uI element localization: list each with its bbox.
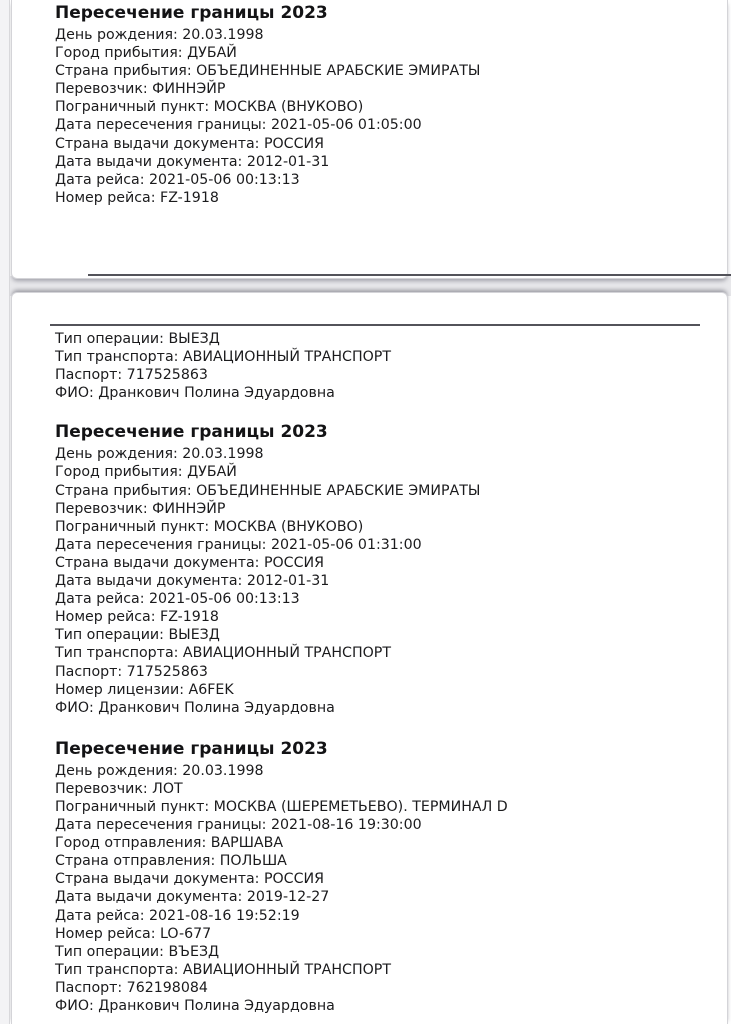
field-line: ФИО: Дранкович Полина Эдуардовна	[55, 385, 335, 402]
record-3-fields	[55, 762, 699, 1015]
field-line: Тип транспорта: АВИАЦИОННЫЙ ТРАНСПОРТ	[55, 961, 392, 978]
border-crossing-record-3	[55, 739, 699, 1015]
record-separator-rule-page1	[88, 274, 731, 276]
field-line: Страна отправления: ПОЛЬША	[55, 853, 287, 870]
field-line: День рождения: 20.03.1998	[55, 27, 264, 43]
field-line: Номер рейса: FZ-1918	[55, 609, 219, 626]
field-line: Тип транспорта: АВИАЦИОННЫЙ ТРАНСПОРТ	[55, 645, 392, 662]
record-1-fields	[55, 26, 699, 207]
field-line: Страна прибытия: ОБЪЕДИНЕННЫЕ АРАБСКИЕ ЭМИРАТЫ	[55, 63, 481, 80]
field-line: Тип операции: ВЫЕЗД	[55, 331, 220, 347]
field-line: Тип транспорта: АВИАЦИОННЫЙ ТРАНСПОРТ	[55, 349, 392, 366]
field-line: День рождения: 20.03.1998	[55, 446, 264, 463]
record-separator-rule-page2	[50, 324, 700, 326]
field-line: Паспорт: 762198084	[55, 979, 208, 996]
field-line: Страна выдачи документа: РОССИЯ	[55, 554, 324, 571]
field-line: Пограничный пункт: МОСКВА (ВНУКОВО)	[55, 99, 364, 116]
border-crossing-record-1	[55, 3, 699, 207]
document-page-2	[11, 292, 728, 1024]
field-line: Паспорт: 717525863	[55, 367, 208, 384]
field-line: Перевозчик: ФИННЭЙР	[55, 81, 226, 98]
document-page-1	[11, 0, 728, 279]
page-margin-strip	[0, 0, 10, 1024]
field-line: Тип операции: ВЪЕЗД	[55, 943, 220, 960]
field-line: Номер рейса: FZ-1918	[55, 189, 219, 206]
field-line: Номер рейса: LO-677	[55, 925, 212, 942]
field-line: Город прибытия: ДУБАЙ	[55, 464, 237, 481]
field-line: Дата пересечения границы: 2021-08-16 19:30:00	[55, 817, 422, 834]
field-line: Дата рейса: 2021-05-06 00:13:13	[55, 171, 300, 188]
field-line: Дата пересечения границы: 2021-05-06 01:05:00	[55, 117, 422, 134]
field-line: Город отправления: ВАРШАВА	[55, 835, 284, 852]
field-line: День рождения: 20.03.1998	[55, 762, 264, 779]
record-1-continuation-fields	[55, 330, 699, 402]
field-line: Паспорт: 717525863	[55, 663, 208, 680]
field-line: Город прибытия: ДУБАЙ	[55, 45, 237, 62]
field-line: Страна выдачи документа: РОССИЯ	[55, 871, 324, 888]
field-line: Дата рейса: 2021-05-06 00:13:13	[55, 591, 300, 608]
field-line: Перевозчик: ФИННЭЙР	[55, 500, 226, 517]
record-1-title: Пересечение границы 2023	[55, 3, 328, 23]
field-line: Дата выдачи документа: 2012-01-31	[55, 573, 330, 590]
record-3-title: Пересечение границы 2023	[55, 738, 328, 759]
record-2-title: Пересечение границы 2023	[55, 422, 328, 443]
border-crossing-record-2	[55, 422, 699, 716]
field-line: Перевозчик: ЛОТ	[55, 780, 183, 797]
field-line: Пограничный пункт: МОСКВА (ШЕРЕМЕТЬЕВО). ТЕРМИНАЛ D	[55, 798, 508, 815]
field-line: Пограничный пункт: МОСКВА (ВНУКОВО)	[55, 518, 364, 535]
field-line: ФИО: Дранкович Полина Эдуардовна	[55, 998, 335, 1014]
field-line: Дата пересечения границы: 2021-05-06 01:31:00	[55, 536, 422, 553]
field-line: ФИО: Дранкович Полина Эдуардовна	[55, 699, 335, 716]
field-line: Тип операции: ВЫЕЗД	[55, 627, 220, 644]
field-line: Дата выдачи документа: 2012-01-31	[55, 153, 330, 170]
field-line: Дата рейса: 2021-08-16 19:52:19	[55, 907, 300, 924]
field-line: Номер лицензии: A6FEK	[55, 681, 234, 698]
field-line: Страна выдачи документа: РОССИЯ	[55, 135, 324, 152]
field-line: Дата выдачи документа: 2019-12-27	[55, 889, 330, 906]
field-line: Страна прибытия: ОБЪЕДИНЕННЫЕ АРАБСКИЕ ЭМИРАТЫ	[55, 482, 481, 499]
record-2-fields	[55, 445, 699, 716]
